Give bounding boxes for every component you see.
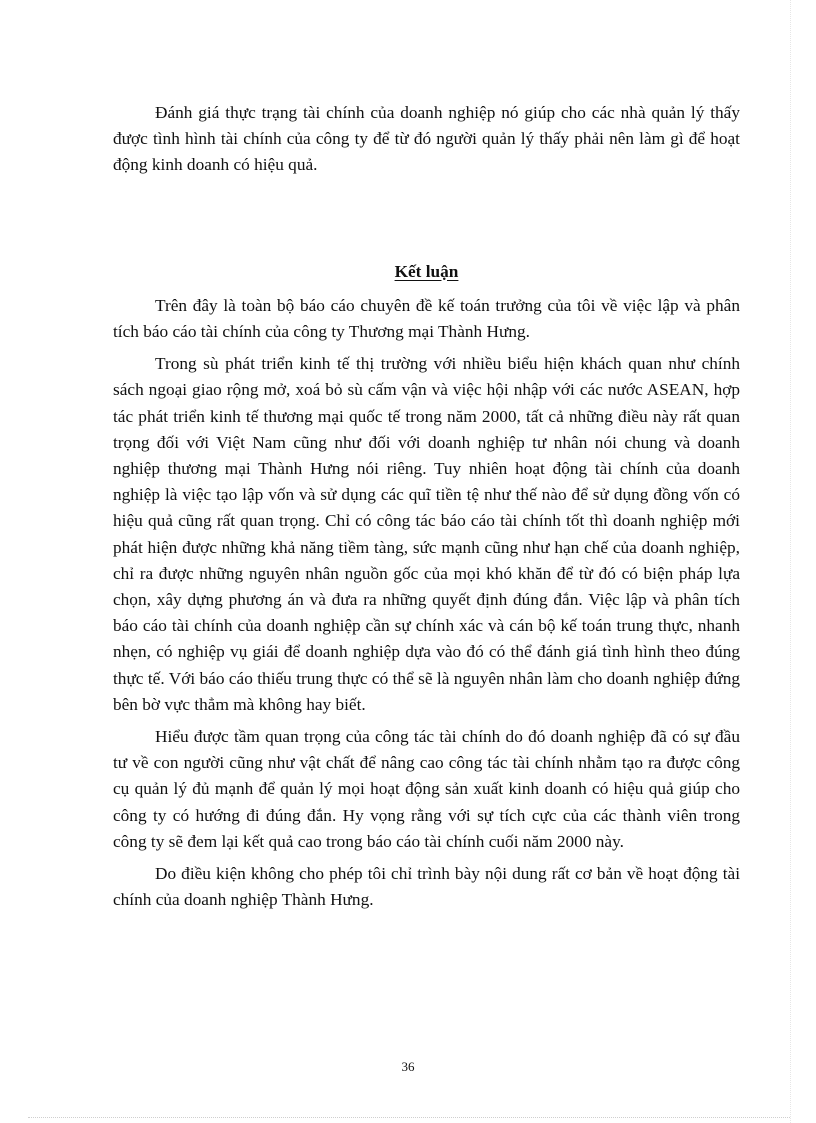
footer-divider (28, 1117, 790, 1118)
body-paragraph-1: Trên đây là toàn bộ báo cáo chuyên đề kế toán trưởng của tôi về việc lập và phân tích báo cáo tài chính của công ty Thương mại Thành Hưng. (113, 295, 740, 342)
body-paragraph-3: Hiểu được tầm quan trọng của công tác tài chính do đó doanh nghiệp đã có sự đầu tư về con người cũng như vật chất để nâng cao công tác tài chính nhằm tạo ra được công cụ quản lý đủ mạnh để quản lý mọi hoạt động sản xuất kinh doanh có hiệu quả giúp cho công ty có hướng đi đúng đắn. Hy vọng rằng với sự tích cực của các thành viên trong công ty sẽ đem lại kết quả cao trong báo cáo tài chính cuối năm 2000 này. (113, 727, 740, 851)
page-body (113, 100, 740, 913)
body-paragraph-2: Trong sù phát triển kinh tế thị trường với nhiều biểu hiện khách quan như chính sách ngoại giao rộng mở, xoá bỏ sù cấm vận và việc hội nhập với các nước ASEAN, hợp tác phát triển kinh tế thương mại quốc tế trong năm 2000, tất cả những điều này rất quan trọng đối với Việt Nam cũng như đối với doanh nghiệp tư nhân nói chung và doanh nghiệp thương mại Thành Hưng nói riêng. Tuy nhiên hoạt động tài chính của doanh nghiệp là việc tạo lập vốn và sử dụng các quĩ tiền tệ như thế nào để sử dụng đồng vốn có hiệu quả cũng rất quan trọng. Chỉ có công tác báo cáo tài chính tốt thì doanh nghiệp mới phát hiện được những khả năng tiềm tàng, sức mạnh cũng như hạn chế của doanh nghiệp, chỉ ra được những nguyên nhân nguồn gốc của mọi khó khăn để từ đó có biện pháp lựa chọn, xây dựng phương án và đưa ra những quyết định đúng đắn. Việc lập và phân tích báo cáo tài chính của doanh nghiệp cần sự chính xác và cán bộ kế toán trung thực, nhanh nhẹn, có nghiệp vụ giái để doanh nghiệp dựa vào đó có thể đánh giá tình hình theo đúng thực tế. Với báo cáo thiếu trung thực có thể sẽ là nguyên nhân làm cho doanh nghiệp đứng bên bờ vực thẳm mà không hay biết. (113, 354, 740, 714)
side-divider (790, 0, 791, 1123)
page-number: 36 (401, 1059, 415, 1074)
body-paragraph-4: Do điều kiện không cho phép tôi chỉ trình bày nội dung rất cơ bản về hoạt động tài chính của doanh nghiệp Thành Hưng. (113, 864, 740, 910)
section-heading: Kết luận (394, 261, 459, 281)
intro-paragraph: Đánh giá thực trạng tài chính của doanh nghiệp nó giúp cho các nhà quản lý thấy được tình hình tài chính của công ty để từ đó người quản lý thấy phải nên làm gì để hoạt động kinh doanh có hiệu quả. (113, 103, 740, 175)
